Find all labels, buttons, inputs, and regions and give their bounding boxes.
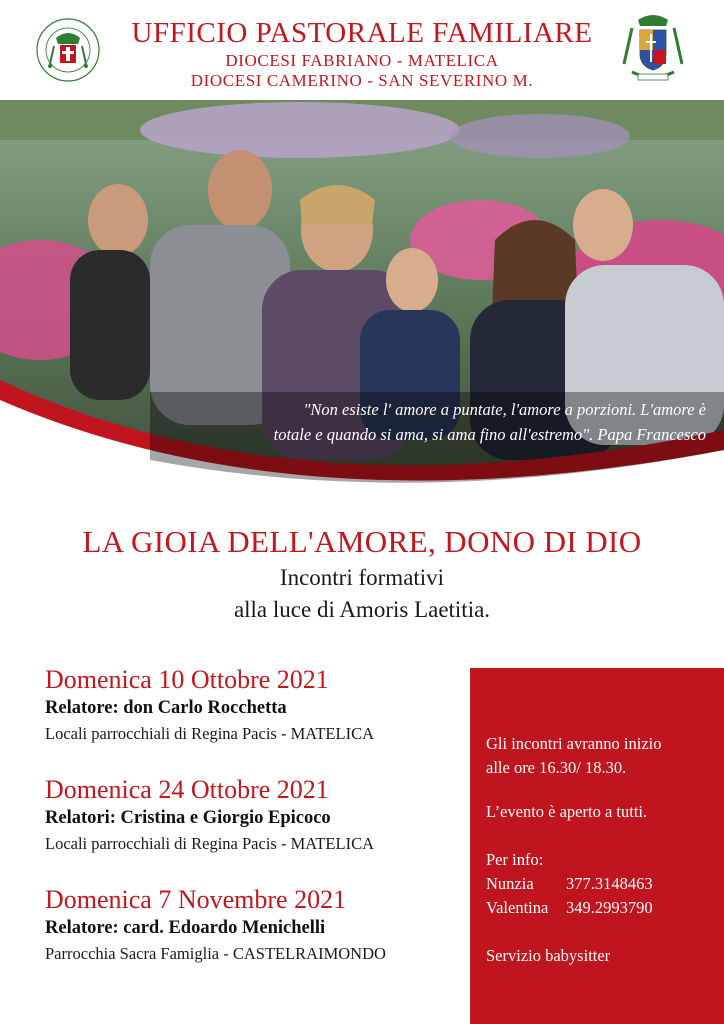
- event-item: [45, 885, 465, 964]
- event-speaker: Relatore: don Carlo Rocchetta: [45, 698, 287, 718]
- diocese-seal-icon: [36, 18, 100, 82]
- contact-name: Nunzia: [486, 874, 534, 893]
- open-to-all-text: L’evento è aperto a tutti.: [486, 802, 648, 821]
- start-line-2: alle ore 16.30/ 18.30.: [486, 758, 627, 777]
- subtitle-line-1: Incontri formativi: [279, 565, 445, 590]
- start-line-1: Gli incontri avranno inizio: [486, 734, 662, 753]
- quote-line-2: totale e quando si ama, si ama fino all'estremo". Papa Francesco: [273, 425, 706, 444]
- contact-row: [486, 896, 716, 920]
- info-label: Per info:: [486, 850, 544, 869]
- diocese-line-1: DIOCESI FABRIANO - MATELICA: [225, 51, 499, 70]
- event-item: [45, 775, 465, 854]
- event-place: Locali parrocchiali di Regina Pacis - MATELICA: [45, 724, 374, 743]
- event-date: Domenica 10 Ottobre 2021: [45, 665, 329, 694]
- event-speaker: Relatori: Cristina e Giorgio Epicoco: [45, 808, 331, 828]
- event-speaker: Relatore: card. Edoardo Menichelli: [45, 918, 326, 938]
- event-date: Domenica 7 Novembre 2021: [45, 885, 347, 914]
- contact-phone: 349.2993790: [566, 898, 653, 917]
- diocese-line-2: DIOCESI CAMERINO - SAN SEVERINO M.: [190, 71, 534, 90]
- pope-quote: [150, 397, 706, 447]
- babysitter-text: Servizio babysitter: [486, 946, 611, 965]
- header: [0, 0, 724, 100]
- main-title: LA GIOIA DELL'AMORE, DONO DI DIO: [82, 524, 642, 559]
- event-date: Domenica 24 Ottobre 2021: [45, 775, 329, 804]
- info-box: [470, 668, 724, 1024]
- event-place: Locali parrocchiali di Regina Pacis - MATELICA: [45, 834, 374, 853]
- subtitle-line-2: alla luce di Amoris Laetitia.: [233, 597, 491, 622]
- start-time-text: [486, 732, 716, 780]
- contact-phone: 377.3148463: [566, 874, 653, 893]
- contact-name: Valentina: [486, 898, 549, 917]
- event-place: Parrocchia Sacra Famiglia - CASTELRAIMONDO: [45, 944, 386, 963]
- contact-row: [486, 872, 716, 896]
- quote-line-1: "Non esiste l' amore a puntate, l'amore a porzioni. L'amore è: [303, 400, 706, 419]
- event-item: [45, 665, 465, 744]
- office-title: UFFICIO PASTORALE FAMILIARE: [131, 17, 593, 49]
- bishop-coat-of-arms-icon: [618, 12, 688, 88]
